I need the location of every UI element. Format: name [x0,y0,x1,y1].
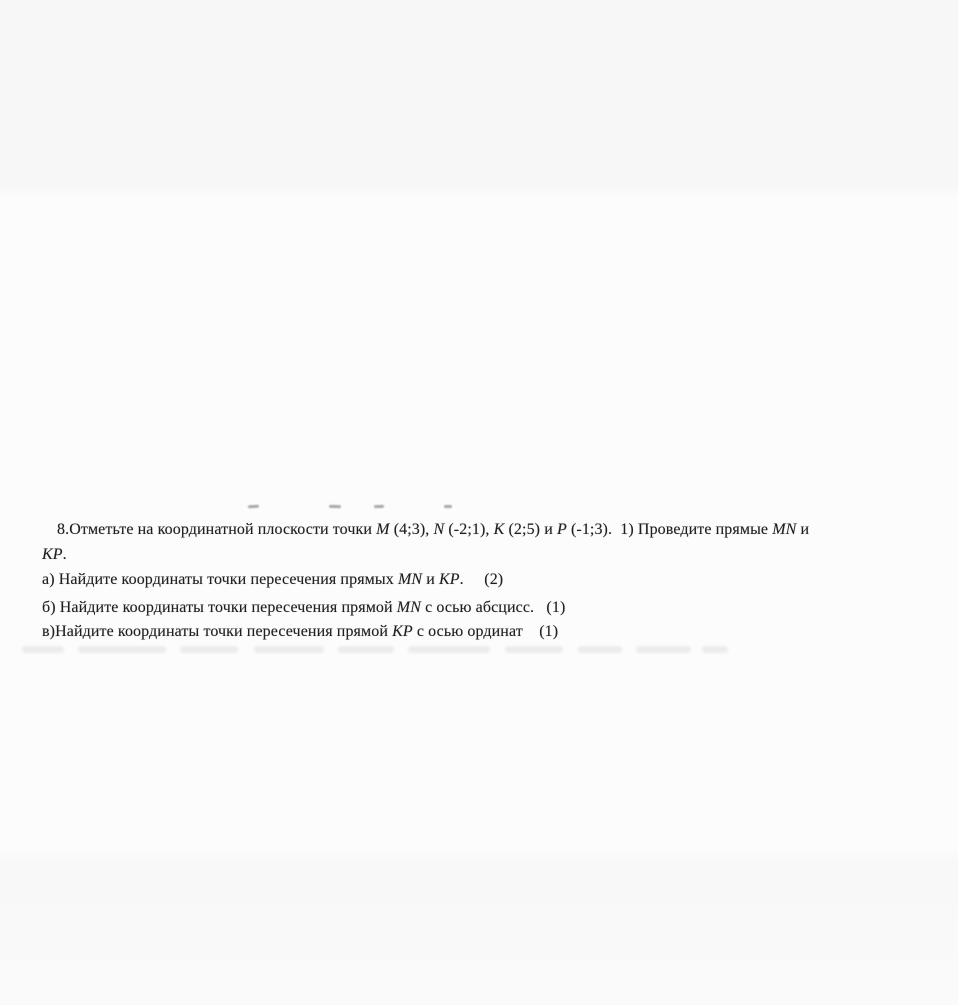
faded-word [338,646,394,653]
faded-word [636,646,691,653]
problem-subtask-v: в)Найдите координаты точки пересечения прямой KP с осью ординат (1) [42,623,559,640]
problem-subtask-a: а) Найдите координаты точки пересечения прямых MN и KP. (2) [42,571,504,588]
problem-line-1: 8.Отметьте на координатной плоскости точки M (4;3), N (-2;1), K (2;5) и P (-1;3). 1) Проведите прямые MN и [57,521,810,538]
faded-word [254,646,324,653]
crop-dash [374,505,384,508]
problem-line-2: KP. [42,546,67,563]
crop-dash [444,505,452,508]
problem-subtask-b: б) Найдите координаты точки пересечения прямой MN с осью абсцисс. (1) [42,599,566,616]
faded-text-artifact [0,644,958,656]
faded-word [78,646,166,653]
faded-word [505,646,563,653]
crop-dash [248,505,259,509]
faded-word [22,646,64,653]
crop-dash [329,505,341,508]
faded-word [180,646,238,653]
faded-word [702,646,728,653]
faded-word [408,646,490,653]
faded-word [578,646,622,653]
